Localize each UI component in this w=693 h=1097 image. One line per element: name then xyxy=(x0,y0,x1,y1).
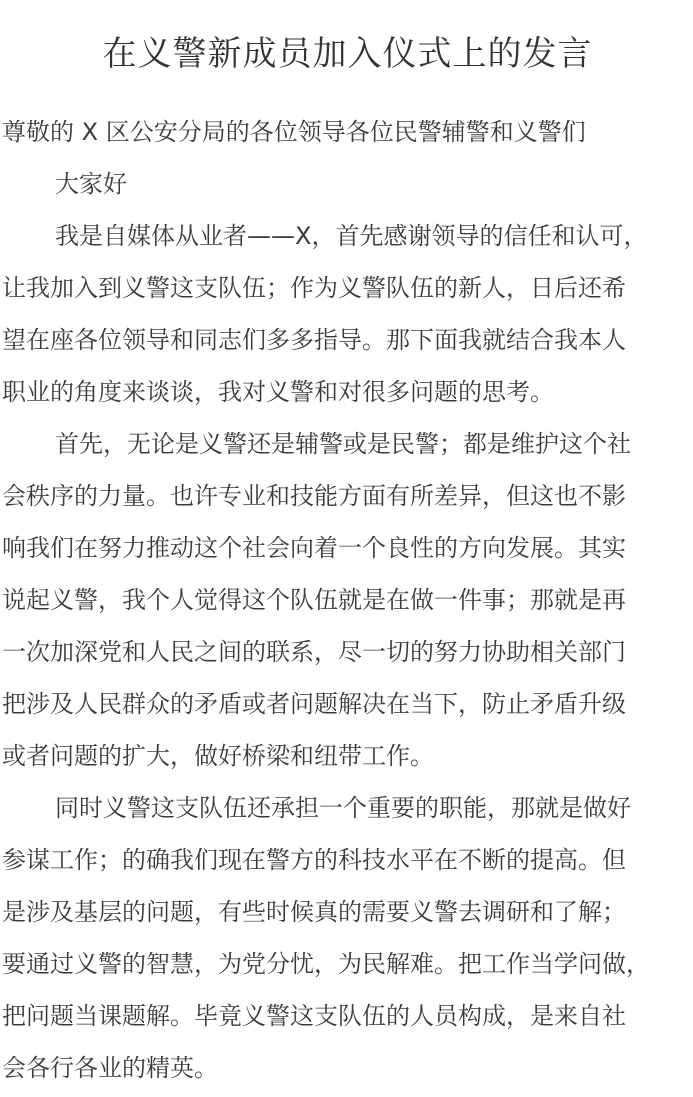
paragraph-2-line-4: 说起义警，我个人觉得这个队伍就是在做一件事；那就是再 xyxy=(2,586,626,614)
paragraph-1-line-3: 望在座各位领导和同志们多多指导。那下面我就结合我本人 xyxy=(2,326,626,354)
paragraph-2-line-6: 把涉及人民群众的矛盾或者问题解决在当下，防止矛盾升级 xyxy=(2,690,626,718)
paragraph-1-line-1: 我是自媒体从业者——X，首先感谢领导的信任和认可， xyxy=(55,222,648,250)
paragraph-2-line-1: 首先，无论是义警还是辅警或是民警；都是维护这个社 xyxy=(55,430,631,458)
salutation-line: 尊敬的 X 区公安分局的各位领导各位民警辅警和义警们 xyxy=(2,118,586,146)
paragraph-3-line-2: 参谋工作；的确我们现在警方的科技水平在不断的提高。但 xyxy=(2,846,626,874)
greeting-line: 大家好 xyxy=(55,170,127,198)
paragraph-3-line-6: 会各行各业的精英。 xyxy=(2,1054,218,1082)
paragraph-3-line-3: 是涉及基层的问题，有些时候真的需要义警去调研和了解； xyxy=(2,898,626,926)
paragraph-2-line-5: 一次加深党和人民之间的联系，尽一切的努力协助相关部门 xyxy=(2,638,626,666)
paragraph-3-line-5: 把问题当课题解。毕竟义警这支队伍的人员构成，是来自社 xyxy=(2,1002,626,1030)
speech-body xyxy=(2,106,693,1094)
paragraph-2-line-3: 响我们在努力推动这个社会向着一个良性的方向发展。其实 xyxy=(2,534,626,562)
paragraph-2-line-7: 或者问题的扩大，做好桥梁和纽带工作。 xyxy=(2,742,434,770)
paragraph-1-line-4: 职业的角度来谈谈，我对义警和对很多问题的思考。 xyxy=(2,378,554,406)
paragraph-2-line-2: 会秩序的力量。也许专业和技能方面有所差异，但这也不影 xyxy=(2,482,626,510)
speech-title: 在义警新成员加入仪式上的发言 xyxy=(102,34,593,74)
paragraph-1-line-2: 让我加入到义警这支队伍；作为义警队伍的新人，日后还希 xyxy=(2,274,626,302)
paragraph-3-line-1: 同时义警这支队伍还承担一个重要的职能，那就是做好 xyxy=(55,794,631,822)
paragraph-3-line-4: 要通过义警的智慧，为党分忧，为民解难。把工作当学问做， xyxy=(2,950,650,978)
